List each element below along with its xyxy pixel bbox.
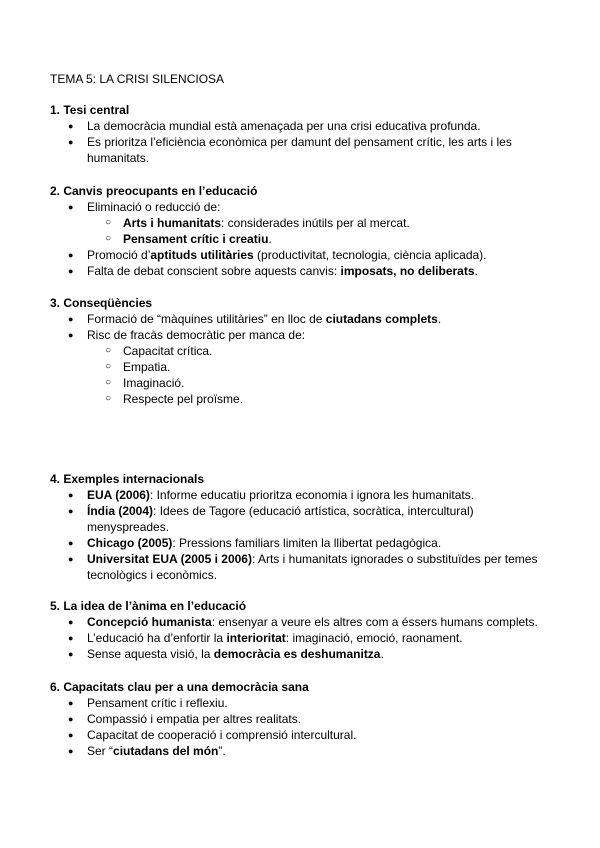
- item-text: Sense aquesta visió, la: [87, 647, 214, 661]
- section-exemples-internacionals: [50, 471, 550, 583]
- bullet-icon: ●: [68, 490, 74, 500]
- list-item: [50, 263, 550, 279]
- bold-text: Chicago (2005): [87, 536, 173, 550]
- list-item: [50, 118, 550, 134]
- bold-text: ciutadans complets: [325, 312, 438, 326]
- item-text: Eliminació o reducció de:: [87, 200, 221, 214]
- item-text: .: [268, 232, 272, 246]
- bold-text: Concepció humanista: [87, 615, 212, 629]
- item-text: : considerades inútils per al mercat.: [221, 216, 410, 230]
- bold-text: interioritat: [226, 631, 286, 645]
- section-heading: 6. Capacitats clau per a una democràcia sana: [50, 680, 309, 694]
- sub-list-item: [50, 359, 550, 375]
- list-item: [50, 727, 550, 743]
- item-text: : Arts i humanitats ignorades o substituïdes per temes tecnològics i econòmics.: [87, 552, 538, 582]
- item-text: .: [380, 647, 384, 661]
- item-text: Empatia.: [123, 360, 171, 374]
- bullet-icon: ●: [68, 202, 74, 212]
- bullet-icon: ●: [68, 121, 74, 131]
- bold-text: EUA (2006): [87, 488, 150, 502]
- item-text: Imaginació.: [123, 376, 185, 390]
- list-item: [50, 630, 550, 646]
- bullet-icon: ●: [68, 506, 74, 516]
- bold-text: aptituds utilitàries: [150, 248, 254, 262]
- item-text: Respecte pel proïsme.: [123, 392, 244, 406]
- sub-list-item: [50, 231, 550, 247]
- bullet-icon: ●: [68, 538, 74, 548]
- item-text: Capacitat crítica.: [123, 344, 213, 358]
- item-text: .: [437, 312, 442, 326]
- bullet-icon: ●: [68, 746, 74, 756]
- list-item: [50, 646, 550, 662]
- bold-text: Universitat EUA (2005 i 2006): [87, 552, 252, 566]
- list-item: [50, 134, 550, 166]
- list-item: [50, 311, 550, 327]
- list-item: [50, 503, 550, 535]
- bullet-icon: ●: [68, 633, 74, 643]
- section-capacitats-clau: [50, 679, 550, 759]
- item-text: Risc de fracàs democràtic per manca de:: [87, 328, 306, 342]
- bullet-icon: ●: [68, 250, 74, 260]
- item-text: Promoció d’: [87, 248, 151, 262]
- bullet-list: [50, 695, 550, 759]
- bullet-icon: ●: [68, 730, 74, 740]
- section-canvis-preocupants: [50, 183, 550, 279]
- item-text: Pensament crític i reflexiu.: [87, 696, 228, 710]
- document-title: TEMA 5: LA CRISI SILENCIOSA: [50, 72, 225, 86]
- hollow-bullet-icon: ○: [105, 361, 112, 372]
- bullet-list: [50, 118, 550, 166]
- item-text: .: [474, 264, 478, 278]
- sub-list-item: [50, 391, 550, 407]
- section-heading: 4. Exemples internacionals: [50, 472, 205, 486]
- list-item: [50, 695, 550, 711]
- list-item: [50, 199, 550, 215]
- section-consequencies: [50, 295, 550, 407]
- item-text: Formació de “màquines utilitàries” en lloc de: [87, 312, 326, 326]
- bold-text: Índia (2004): [87, 504, 154, 518]
- item-text: Ser “: [87, 744, 114, 758]
- bullet-list: [50, 487, 550, 583]
- bullet-icon: ●: [68, 554, 74, 564]
- section-tesi-central: [50, 102, 550, 166]
- list-item: [50, 535, 550, 551]
- bold-text: Arts i humanitats: [123, 216, 222, 230]
- bullet-icon: ●: [68, 714, 74, 724]
- item-text: La democràcia mundial està amenaçada per una crisi educativa profunda.: [87, 119, 481, 133]
- item-text: : Informe educatiu prioritza economia i ignora les humanitats.: [149, 488, 475, 502]
- bullet-icon: ●: [68, 617, 74, 627]
- list-item: [50, 551, 550, 583]
- bullet-icon: ●: [68, 698, 74, 708]
- item-text: Es prioritza l’eficiència econòmica per damunt del pensament crític, les arts i les humanitats.: [87, 135, 512, 165]
- hollow-bullet-icon: ○: [105, 233, 112, 244]
- item-text: Capacitat de cooperació i comprensió intercultural.: [87, 728, 357, 742]
- bold-text: democràcia es deshumanitza: [213, 647, 381, 661]
- list-item: [50, 711, 550, 727]
- hollow-bullet-icon: ○: [105, 377, 112, 388]
- section-heading: 1. Tesi central: [50, 103, 130, 117]
- bold-text: imposats, no deliberats: [340, 264, 475, 278]
- bullet-list: [50, 199, 550, 279]
- bullet-list: [50, 614, 550, 662]
- sub-list-item: [50, 375, 550, 391]
- bullet-icon: ●: [68, 330, 74, 340]
- item-text: L’educació ha d’enfortir la: [87, 631, 227, 645]
- sub-list-item: [50, 343, 550, 359]
- item-text: (productivitat, tecnologia, ciència aplicada).: [253, 248, 487, 262]
- list-item: [50, 614, 550, 630]
- bullet-icon: ●: [68, 266, 74, 276]
- item-text: Falta de debat conscient sobre aquests canvis:: [87, 264, 341, 278]
- bullet-list: [50, 311, 550, 407]
- section-heading: 2. Canvis preocupants en l’educació: [50, 184, 258, 198]
- bold-text: ciutadans del món: [113, 744, 219, 758]
- bullet-icon: ●: [68, 137, 74, 147]
- section-heading: 3. Conseqüències: [50, 296, 153, 310]
- item-text: Compassió i empatia per altres realitats.: [87, 712, 302, 726]
- hollow-bullet-icon: ○: [105, 345, 112, 356]
- item-text: ”.: [218, 744, 226, 758]
- section-idea-anima: [50, 598, 550, 662]
- bullet-icon: ●: [68, 649, 74, 659]
- list-item: [50, 327, 550, 343]
- item-text: : Idees de Tagore (educació artística, socràtica, intercultural) menyspreades.: [87, 504, 474, 534]
- hollow-bullet-icon: ○: [105, 217, 112, 228]
- sub-list-item: [50, 215, 550, 231]
- item-text: : imaginació, emoció, raonament.: [285, 631, 463, 645]
- hollow-bullet-icon: ○: [105, 393, 112, 404]
- list-item: [50, 743, 550, 759]
- list-item: [50, 247, 550, 263]
- list-item: [50, 487, 550, 503]
- bullet-icon: ●: [68, 314, 74, 324]
- section-heading: 5. La idea de l’ànima en l’educació: [50, 599, 247, 613]
- item-text: : Pressions familiars limiten la llibertat pedagògica.: [172, 536, 442, 550]
- item-text: : ensenyar a veure els altres com a éssers humans complets.: [211, 615, 538, 629]
- bold-text: Pensament crític i creatiu: [123, 232, 269, 246]
